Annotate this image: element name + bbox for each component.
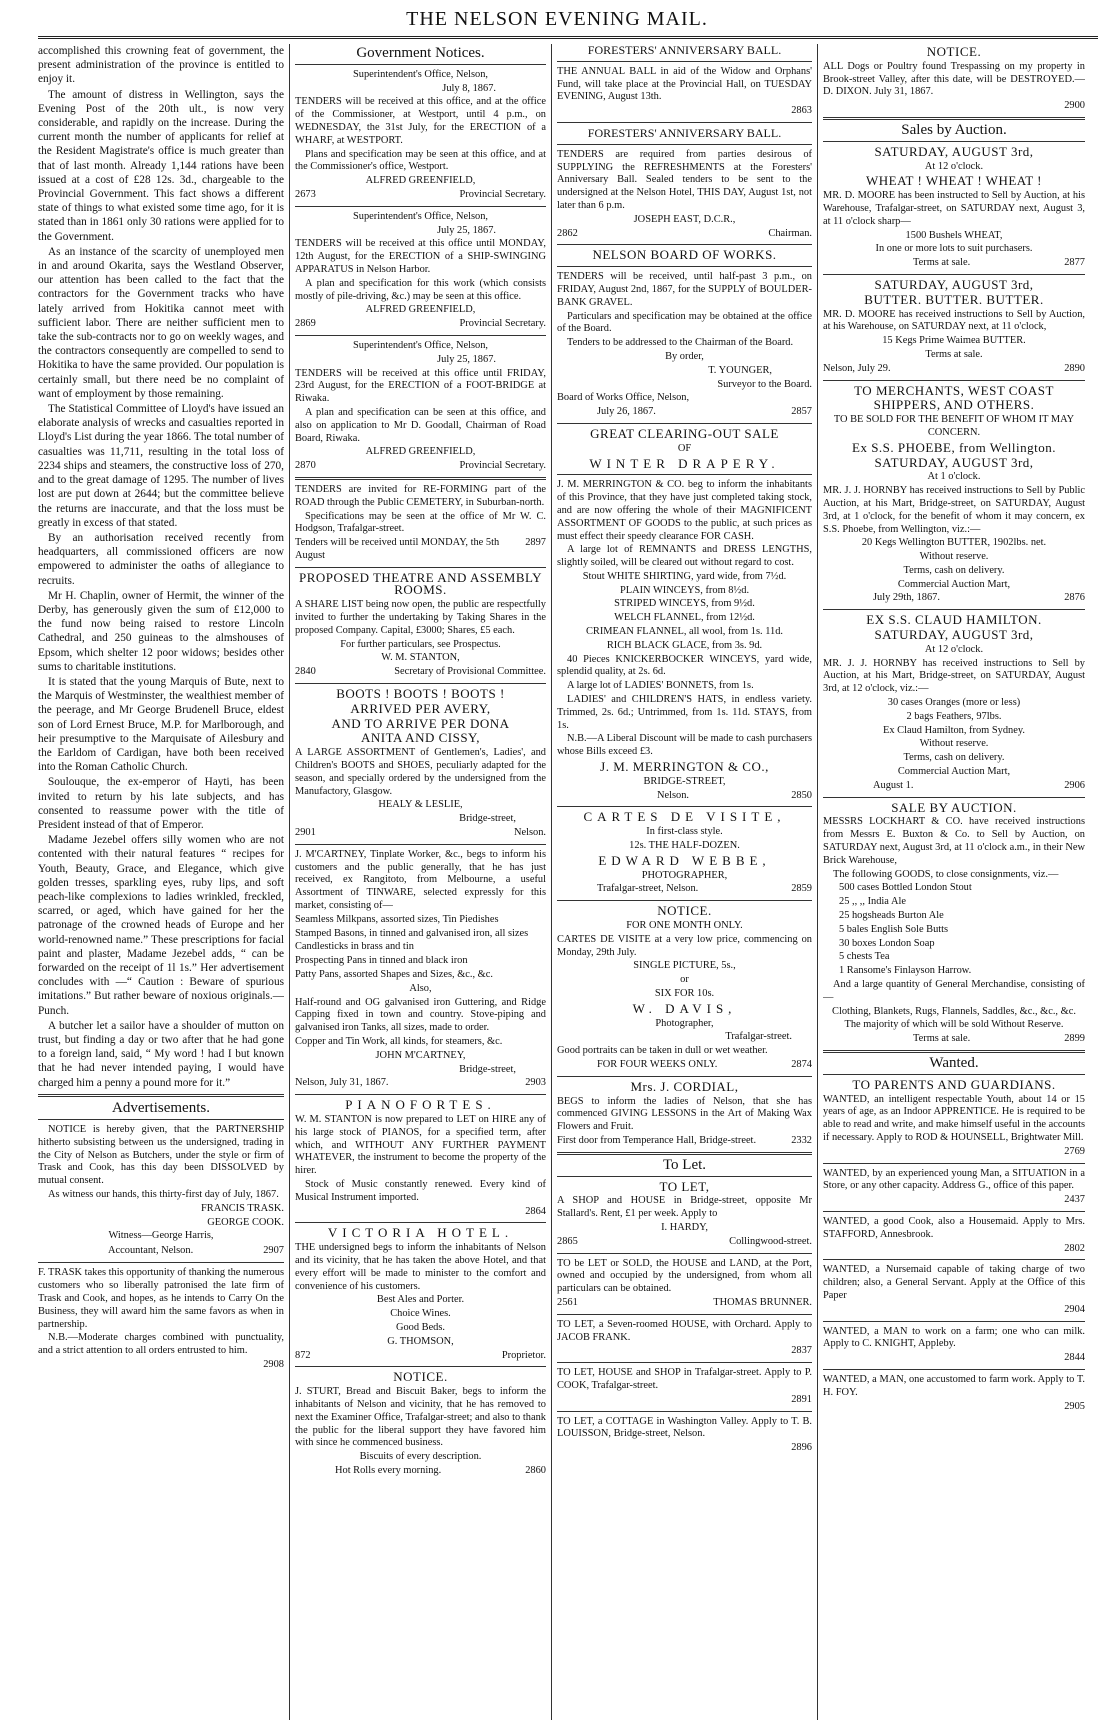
cartes-sub: In first-class style. — [646, 826, 723, 838]
tender-notice: TENDERS will be received at this office until MONDAY, 12th August, for the ERECTION of a SHIP-SWINGING APPARATUS in Nelson Harbor. — [295, 238, 546, 275]
office-line: Board of Works Office, Nelson, — [557, 392, 690, 404]
tolet-text: TO LET, a Seven-roomed HOUSE, with Orchard. Apply to JACOB FRANK. — [557, 1318, 812, 1343]
ad-number: 2901 — [295, 827, 316, 839]
ad-number: 2673 — [295, 188, 316, 200]
theatre-heading: PROPOSED THEATRE AND ASSEMBLY ROOMS. — [298, 569, 543, 598]
masthead: THE NELSON EVENING MAIL. — [406, 8, 708, 30]
tolet-heading: TO LET, — [659, 1178, 710, 1194]
rule — [823, 1211, 1085, 1212]
victoria-line: Best Ales and Porter. — [376, 1294, 465, 1306]
rule — [823, 380, 1085, 381]
trask-nb: N.B.—Moderate charges combined with punctuality, and a strict attention to all orders entrusted to him. — [38, 1332, 284, 1357]
wanted-text: WANTED, by an experienced young Man, a SITUATION in a Store, or any other capacity. Address G., office of this paper. — [823, 1167, 1085, 1192]
ad-number: 2905 — [1064, 1400, 1085, 1412]
date-line: July 8, 1867. — [442, 82, 496, 94]
ad-number: 2561 — [557, 1296, 578, 1308]
victoria-line: Choice Wines. — [390, 1308, 451, 1320]
mccartney-copper: Copper and Tin Work, all kinds, for steamers, &c. — [295, 1035, 503, 1047]
auction-text: MR. D. MOORE has been instructed to Sell by Auction, at his Warehouse, Trafalgar-street, on SATURDAY next, August 3, at 11 o'clock sharp— — [823, 190, 1085, 227]
signature: FRANCIS TRASK. — [201, 1202, 284, 1214]
reserve: Without reserve. — [919, 551, 989, 563]
signature-title: Secretary of Provisional Committee. — [394, 666, 546, 678]
rule — [295, 567, 546, 568]
auction-item: 30 boxes London Soap — [839, 937, 935, 949]
rule — [823, 274, 1085, 275]
news-paragraph: As an instance of the scarcity of unemployed men in and around Okarita, says the Westland Observer, our attention has been called to the fact that the contractors for the Government tracks who have lately arrived from Hokitika cannot meet with sufficient labor. There are neither sufficient men to take the sub-contracts nor to go on weekly wages, and the contractors consequently are compelled to send to Hokitika to have the same provided. Our population is certainly small, but there need be no complaint of want of employment by those remaining. — [38, 245, 284, 400]
photographer-name: W. DAVIS, — [632, 1000, 737, 1016]
auction-heading: WHEAT ! WHEAT ! WHEAT ! — [865, 173, 1043, 189]
auction-follow: The following GOODS, to close consignments, viz.— — [833, 868, 1059, 880]
cordial-text: BEGS to inform the ladies of Nelson, that she has commenced GIVING LESSONS in the Art of Making Wax Flowers and Fruit. — [557, 1095, 812, 1133]
ad-number: 2802 — [1064, 1242, 1085, 1254]
ball-heading: FORESTERS' ANNIVERSARY BALL. — [587, 125, 782, 140]
masthead-rule — [38, 36, 1098, 39]
address: Bridge-street, — [459, 813, 516, 825]
witness-title: Accountant, Nelson. — [108, 1245, 194, 1257]
ad-number: 2908 — [263, 1358, 284, 1370]
sale-hats: LADIES' and CHILDREN'S HATS, in endless variety. Trimmed, 2s. 6d.; Untrimmed, from 1s. 11d. STAYS, from 1s. — [557, 694, 812, 731]
ball-text: THE ANNUAL BALL in aid of the Widow and Orphans' Fund, will take place at the Provincial Hall, on TUESDAY EVENING, August 13th. — [557, 65, 812, 103]
notice-heading: NOTICE. — [393, 1369, 448, 1385]
ad-number: 2897 — [525, 537, 546, 549]
sale-heading: OF — [677, 442, 692, 454]
ad-number: 2900 — [1064, 100, 1085, 112]
signature-title: Proprietor. — [501, 1349, 546, 1361]
address: BRIDGE-STREET, — [643, 775, 726, 787]
works-heading: NELSON BOARD OF WORKS. — [592, 247, 777, 263]
rule — [823, 797, 1085, 798]
ad-number: 2906 — [1064, 779, 1085, 791]
sale-knick: 40 Pieces KNICKERBOCKER WINCEYS, yard wide, splendid quality, at 2s. 6d. — [557, 653, 812, 678]
dixon-notice: ALL Dogs or Poultry found Trespassing on my property in Brook-street Valley, after this date, will be DESTROYED.—D. DIXON. July 31, 1867. — [823, 60, 1085, 98]
sale-item: STRIPED WINCEYS, from 9½d. — [614, 598, 755, 610]
auction-date: SATURDAY, AUGUST 3rd, — [874, 276, 1034, 292]
cartes-sub: 12s. THE HALF-DOZEN. — [629, 840, 740, 852]
signature: JOSEPH EAST, D.C.R., — [633, 213, 736, 225]
ad-number: 872 — [295, 1349, 311, 1361]
ad-number: 2769 — [1064, 1145, 1085, 1157]
road-tender: TENDERS are invited for RE-FORMING part of the ROAD through the Public CEMETERY, in Suburban-north. — [295, 483, 546, 508]
auction-text: MR. J. J. HORNBY has received instructions to Sell by Auction, at his Mart, Bridge-street, on SATURDAY, August 3rd, at 12 o'clock, viz.:— — [823, 657, 1085, 695]
rule — [557, 244, 812, 245]
news-paragraph: The amount of distress in Wellington, says the Evening Post of the 20th ult., is now very considerable, and rapidly on the increase. During the current month the number of applicants for relief at the Resident Magistrate's office is much greater than that of last month. Already 1,144 rations have been issued at a cost of £28 12s. 3d., chargeable to the Provincial Government. This fact shows a different state of things to what existed some time ago, for it is stated than in 1861 only 30 rations were applied for to the Government. — [38, 88, 284, 243]
pianofortes-heading: PIANOFORTES. — [345, 1097, 496, 1113]
section-heading-government: Government Notices. — [356, 45, 485, 61]
rule — [823, 1050, 1085, 1053]
witness-line: Witness—George Harris, — [108, 1230, 214, 1242]
ad-number: 2903 — [525, 1077, 546, 1089]
sale-item: PLAIN WINCEYS, from 8½d. — [619, 584, 750, 596]
date-line: July 25, 1867. — [437, 224, 496, 236]
tolet-text: TO LET, a COTTAGE in Washington Valley. Apply to T. B. LOUISSON, Bridge-street, Nelson. — [557, 1415, 812, 1440]
rule — [295, 1222, 546, 1223]
sturt-line: Hot Rolls every morning. — [335, 1464, 442, 1476]
works-tend: Tenders to be addressed to the Chairman of the Board. — [567, 337, 794, 349]
news-paragraph: By an authorisation received recently from headquarters, all commissioned officers are now empowered to administer the oaths of allegiance to recruits. — [38, 531, 284, 587]
signature: THOMAS BRUNNER. — [713, 1296, 812, 1308]
ad-number: 2899 — [1064, 1033, 1085, 1045]
rule — [823, 141, 1085, 142]
auction-item: 25 ,, ,, India Ale — [839, 896, 906, 908]
auction-maj: The majority of which will be sold Without Reserve. — [844, 1019, 1064, 1031]
section-heading-wanted: Wanted. — [929, 1054, 979, 1071]
rule — [557, 1253, 812, 1254]
ad-number: 2857 — [791, 406, 812, 418]
wanted-text: WANTED, a MAN, one accustomed to farm work. Apply to T. H. FOY. — [823, 1373, 1085, 1398]
notice-witness: As witness our hands, this thirty-first day of July, 1867. — [48, 1189, 279, 1201]
sale-item: CRIMEAN FLANNEL, all wool, from 1s. 11d. — [585, 626, 784, 638]
notice-heading: NOTICE. — [926, 44, 982, 59]
ad-number: 2860 — [525, 1464, 546, 1476]
ad-number: 2837 — [791, 1345, 812, 1357]
notice-heading: NOTICE. — [657, 903, 712, 919]
rule — [38, 1262, 284, 1263]
road-spec: Specifications may be seen at the office of Mr W. C. Hodgson, Trafalgar-street. — [295, 510, 546, 535]
section-rule — [38, 1094, 284, 1097]
address: First door from Temperance Hall, Bridge-street. — [557, 1134, 757, 1146]
auction-item: In one or more lots to suit purchasers. — [875, 243, 1033, 255]
auction-date: SATURDAY, AUGUST 3rd, — [874, 143, 1034, 159]
mart: Commercial Auction Mart, — [897, 766, 1011, 778]
auction-date: SATURDAY, AUGUST 3rd, — [874, 627, 1034, 643]
auction-heading: EX S.S. CLAUD HAMILTON. — [866, 612, 1042, 628]
tender-notice: TENDERS will be received at this office until FRIDAY, 23rd August, for the ERECTION of a FOOT-BRIDGE at Riwaka. — [295, 367, 546, 405]
ad-number: 2890 — [1064, 362, 1085, 374]
rule — [557, 1362, 812, 1363]
ball-heading: FORESTERS' ANNIVERSARY BALL. — [587, 44, 782, 57]
price-line: or — [680, 974, 689, 986]
terms: Terms, cash on delivery. — [903, 564, 1005, 576]
boots-heading: ARRIVED PER AVERY, — [350, 700, 491, 716]
ad-number: 2865 — [557, 1235, 578, 1247]
column-2 — [295, 44, 546, 1478]
piano-stock: Stock of Music constantly renewed. Every kind of Musical Instrument imported. — [295, 1178, 546, 1203]
price-line: SIX FOR 10s. — [654, 988, 715, 999]
terms: Terms, cash on delivery. — [903, 752, 1005, 764]
address: Collingwood-street. — [729, 1235, 812, 1247]
ad-number: 2907 — [263, 1245, 284, 1257]
auction-item: 5 chests Tea — [839, 951, 890, 963]
ad-number: 2437 — [1064, 1194, 1085, 1206]
auction-item: 20 Kegs Wellington BUTTER, 1902lbs. net. — [861, 537, 1047, 549]
address: Nelson. — [513, 827, 546, 839]
auction-heading: SHIPPERS, AND OTHERS. — [873, 397, 1035, 413]
office-line: Superintendent's Office, Nelson, — [353, 339, 488, 351]
signature: ALFRED GREENFIELD, — [365, 175, 476, 187]
cordial-heading: Mrs. J. CORDIAL, — [630, 1078, 739, 1094]
rule — [557, 900, 812, 901]
rule — [557, 1411, 812, 1412]
sale-bonnets: A large lot of LADIES' BONNETS, from 1s. — [567, 680, 754, 692]
ad-number: 2896 — [791, 1442, 812, 1454]
auction-item: 30 cases Oranges (more or less) — [887, 697, 1021, 709]
davis-weeks: FOR FOUR WEEKS ONLY. — [597, 1058, 718, 1070]
ad-number: 2862 — [557, 227, 578, 239]
mccartney-also: Half-round and OG galvanised iron Guttering, and Ridge Capping fixed in town and country. Stove-piping and galvanised iron Tanks, all sizes, made to order. — [295, 996, 546, 1034]
terms: Terms at sale. — [925, 348, 983, 360]
partnership-notice: NOTICE is hereby given, that the PARTNERSHIP hitherto subsisting between us the undersigned, trading in the City of Nelson as Butchers, under the style or firm of Trask and Cook, has this day been DISSOLVED by mutual consent. — [38, 1124, 284, 1187]
news-paragraph: Soulouque, the ex-emperor of Hayti, has been invited to return by his late subjects, and has consented to reassume power with the title of President instead of that of Emperor. — [38, 776, 284, 831]
ad-number: 2877 — [1064, 257, 1085, 269]
date-line: July 29th, 1867. — [873, 592, 940, 604]
news-paragraph: It is stated that the young Marquis of Bute, next to the Marquis of Westminster, the wealthiest member of the peerage, and Mr George Brudenell Bruce, eldest son of Lord Ernest Bruce, M.P. for Marlborough, and heir presumptive to the Marquisate of Ailesbury and the Earldom of Cardigan, have both been received into the Roman Catholic Church. — [38, 675, 284, 774]
rule — [557, 144, 812, 145]
auction-text: MR. D. MOORE has received instructions to Sell by Auction, at his Warehouse, on SATURDAY next, at 11 o'clock, — [823, 308, 1085, 333]
column-1 — [38, 44, 284, 1373]
signature: I. HARDY, — [661, 1221, 708, 1233]
column-3 — [557, 44, 812, 1456]
ad-number: 2870 — [295, 460, 316, 472]
ball-tender: TENDERS are required from parties desirous of SUPPLYING the REFRESHMENTS at the Foresters' Anniversary Ball. Sealed tenders to be sent to the undersigned at the Nelson Hotel, THIS DAY, August 1st, not later than 6 p.m. — [557, 148, 812, 211]
auction-and: And a large quantity of General Merchandise, consisting of— — [823, 979, 1085, 1003]
rule — [823, 117, 1085, 120]
rule — [295, 1366, 546, 1367]
theatre-part: For further particulars, see Prospectus. — [340, 638, 501, 650]
ad-number: 2869 — [295, 318, 316, 330]
address: Trafalgar-street. — [725, 1031, 792, 1043]
auction-time: At 1 o'clock. — [927, 471, 981, 483]
address: Trafalgar-street, Nelson. — [597, 883, 699, 895]
sale-item: Stout WHITE SHIRTING, yard wide, from 7½d. — [582, 570, 787, 582]
signature-title: Chairman. — [768, 227, 812, 239]
rule — [823, 1074, 1085, 1075]
signature-title: Provincial Secretary. — [459, 318, 546, 330]
wanted-text: WANTED, an intelligent respectable Youth, about 14 or 15 years of age, as an Indoor APPRENTICE. He is required to be able to read and write, and make himself useful in the accounts if necessary. Apply to ROD & HOUNSELL, Brightwater Mill. — [823, 1093, 1085, 1143]
office-line: Superintendent's Office, Nelson, — [353, 210, 488, 222]
also-line: Also, — [409, 982, 432, 994]
signature: JOHN M'CARTNEY, — [375, 1049, 466, 1061]
signature-title: Surveyor to the Board. — [717, 378, 812, 390]
tolet-text: A SHOP and HOUSE in Bridge-street, opposite Mr Stallard's. Rent, £1 per week. Apply to — [557, 1195, 812, 1220]
auction-item: 500 cases Bottled London Stout — [839, 882, 972, 894]
rule — [557, 122, 812, 123]
ad-number: 2891 — [791, 1393, 812, 1405]
rule — [823, 1321, 1085, 1322]
sale-heading: GREAT CLEARING-OUT SALE — [590, 425, 779, 441]
auction-item: 1500 Bushels WHEAT, — [905, 229, 1003, 241]
news-paragraph: A butcher let a sailor have a shoulder of mutton on trust, but finding a day or two after that he had gone to a foreign land, said, “ My word ! had I but known that he had never intended paying, I would have charged him a penny a pound more for it.” — [38, 1019, 284, 1089]
list-item: Seamless Milkpans, assorted sizes, Tin Piedishes — [295, 913, 499, 925]
rule — [557, 266, 812, 267]
date-line: Nelson, July 29. — [823, 362, 891, 374]
signature: GEORGE COOK. — [207, 1216, 284, 1228]
sale-nb: N.B.—A Liberal Discount will be made to cash purchasers whose Bills exceed £3. — [557, 733, 812, 758]
office-line: Superintendent's Office, Nelson, — [353, 68, 488, 80]
rule — [823, 609, 1085, 610]
rule — [295, 477, 546, 480]
piano-text: W. M. STANTON is now prepared to LET on HIRE any of his large stock of PIANOS, for a specified term, after which, and WITHOUT ANY FURTHER PAYMENT WHATEVER, the instrument to become the property of the hirer. — [295, 1113, 546, 1177]
theatre-text: A SHARE LIST being now open, the public are respectfully invited to further the undertaking by Taking Shares in the proposed Company. Capital, £3000; Shares, £5 each. — [295, 599, 546, 636]
ad-number: 2844 — [1064, 1352, 1085, 1364]
section-heading-to-let: To Let. — [662, 1156, 707, 1173]
column-4 — [823, 44, 1085, 1414]
signature: ALFRED GREENFIELD, — [365, 304, 476, 316]
road-tenders: Tenders will be received until MONDAY, the 5th August — [295, 537, 500, 561]
works-by: By order, — [665, 350, 704, 362]
auction-date: SATURDAY, AUGUST 3rd, — [874, 454, 1034, 470]
rule — [557, 61, 812, 62]
wanted-heading: TO PARENTS AND GUARDIANS. — [852, 1076, 1056, 1092]
auction-text: MESSRS LOCKHART & CO. have received instructions from Messrs E. Buxton & Co. to Sell by Auction, on SATURDAY next, August 3rd, at 11 o'clock a.m., in their New Brick Warehouse, — [823, 816, 1085, 866]
list-item: Candlesticks in brass and tin — [295, 941, 414, 953]
signature: HEALY & LESLIE, — [378, 799, 463, 811]
rule — [557, 1314, 812, 1315]
photographer-title: PHOTOGRAPHER, — [641, 869, 728, 881]
auction-heading: TO MERCHANTS, WEST COAST — [854, 382, 1054, 398]
rule — [823, 1259, 1085, 1260]
boots-heading: AND TO ARRIVE PER DONA — [331, 715, 510, 731]
ad-number: 2876 — [1064, 592, 1085, 604]
ad-number: 2840 — [295, 666, 316, 678]
list-item: Patty Pans, assorted Shapes and Sizes, &c., &c. — [295, 969, 493, 980]
works-part: Particulars and specification may be obtained at the office of the Board. — [557, 310, 812, 335]
boots-heading: BOOTS ! BOOTS ! BOOTS ! — [336, 686, 505, 702]
boots-heading: ANITA AND CISSY, — [360, 730, 481, 746]
ad-number: 2874 — [791, 1058, 812, 1070]
auction-cloth: Clothing, Blankets, Rugs, Flannels, Saddles, &c., &c., &c. — [832, 1005, 1076, 1017]
auction-sub: TO BE SOLD FOR THE BENEFIT OF WHOM IT MAY CONCERN. — [833, 414, 1075, 438]
sale-heading: WINTER DRAPERY. — [589, 455, 780, 471]
auction-time: At 12 o'clock. — [924, 643, 984, 655]
rule — [557, 806, 812, 807]
auction-heading: SALE BY AUCTION. — [891, 799, 1017, 815]
photographer-title: Photographer, — [655, 1017, 714, 1029]
date-line: August 1. — [873, 779, 914, 791]
signature: J. M. MERRINGTON & CO., — [600, 759, 769, 775]
column-divider — [817, 44, 818, 1720]
reserve: Without reserve. — [919, 738, 989, 750]
signature: ALFRED GREENFIELD, — [365, 446, 476, 458]
address: Nelson. — [657, 789, 690, 801]
rule — [295, 335, 546, 336]
sale-item: RICH BLACK GLACE, from 3s. 9d. — [606, 639, 763, 651]
cartes-notice: CARTES DE VISITE at a very low price, commencing on Monday, 29th July. — [557, 933, 812, 958]
wanted-text: WANTED, a good Cook, also a Housemaid. Apply to Mrs. STAFFORD, Annesbrook. — [823, 1215, 1085, 1240]
date-line: July 25, 1867. — [437, 353, 496, 365]
rule — [823, 1163, 1085, 1164]
auction-item: Ex Claud Hamilton, from Sydney. — [883, 724, 1025, 736]
plans-note: A plan and specification for this work (which consists mostly of pile-driving, &c.) may be seen at this office. — [295, 277, 546, 302]
auction-item: 1 Ransome's Finlayson Harrow. — [839, 965, 972, 977]
signature-title: Provincial Secretary. — [459, 460, 546, 472]
auction-item: 5 bales English Sole Butts — [839, 923, 949, 935]
rule — [557, 474, 812, 475]
sale-lot: A large lot of REMNANTS and DRESS LENGTHS, slightly soiled, will be cleared out without regard to cost. — [557, 544, 812, 569]
trask-notice: F. TRASK takes this opportunity of thanking the numerous customers who so liberally patronised the late firm of Trask and Cook, and hopes, as he intends to Carry On the Business, they will award him the same favors as when in partnership. — [38, 1267, 284, 1330]
davis-good: Good portraits can be taken in dull or wet weather. — [557, 1045, 768, 1057]
mccartney-text: J. M'CARTNEY, Tinplate Worker, &c., begs to inform his customers and the public generally, that he has just received, ex Rangitoto, from Melbourne, a useful Assortment of TINWARE, selected expressly for this market, consisting of— — [295, 848, 546, 912]
wanted-text: WANTED, a MAN to work on a farm; one who can milk. Apply to C. KNIGHT, Appleby. — [823, 1325, 1085, 1350]
wanted-text: WANTED, a Nursemaid capable of taking charge of two children; also, a General Servant. Apply at the Office of this Paper — [823, 1264, 1085, 1301]
rule — [295, 64, 546, 65]
sale-item: WELCH FLANNEL, from 12½d. — [614, 612, 755, 624]
ad-number: 2863 — [791, 105, 812, 117]
rule — [823, 1369, 1085, 1370]
cartes-heading: CARTES DE VISITE, — [583, 809, 786, 825]
boots-text: A LARGE ASSORTMENT of Gentlemen's, Ladies', and Children's BOOTS and SHOES, peculiarly adapted for the season, and specially ordered by the undersigned from the Manufactory, Glasgow. — [295, 747, 546, 797]
plans-note: Plans and specification may be seen at this office, and at the Commissioner's office, Westport. — [295, 148, 546, 173]
tolet-text: TO be LET or SOLD, the HOUSE and LAND, at the Port, owned and occupied by the undersigned, from whom all particulars can be obtained. — [557, 1257, 812, 1295]
ad-number: 2332 — [791, 1134, 812, 1146]
notice-sub: FOR ONE MONTH ONLY. — [626, 920, 743, 932]
auction-heading: BUTTER. BUTTER. BUTTER. — [864, 291, 1044, 307]
rule — [557, 1076, 812, 1077]
news-paragraph: Madame Jezebel offers silly women who are not contented with their natural features “ recipes for Youth, Beauty, Grace, and Elegance, which give golden tresses, sparkling eyes, ruby lips, and soft peach-like complexions to ladies wrinkled, freckled, scarred, or aged, which have gained for her the patronage of the crowned heads of Europe and her world-renowned name.” These prescriptions for facial paint and plaster, Madame Jezebel adds, “ can be forwarded on the receipt of 1l 1s.” Her advertisement concludes with —“ Caution : Beware of spurious imitations.” But rather beware of noxious originals.—Punch. — [38, 834, 284, 1017]
ad-number: 2904 — [1064, 1303, 1085, 1315]
rule — [557, 1176, 812, 1177]
list-item: Stamped Basons, in tinned and galvanised iron, all sizes — [295, 927, 529, 939]
victoria-line: Good Beds. — [395, 1321, 446, 1333]
column-divider — [289, 44, 290, 1720]
date-line: July 26, 1867. — [597, 406, 656, 418]
tender-notice: TENDERS will be received at this office, and at the office of the Commissioner, at Westport, until 4 p.m., on WEDNESDAY, the 31st July, for the ERECTION of a WHARF, at WESTPORT. — [295, 96, 546, 146]
victoria-heading: VICTORIA HOTEL. — [327, 1225, 514, 1241]
works-text: TENDERS will be received, until half-past 3 p.m., on FRIDAY, August 2nd, 1867, for the SUPPLY of BOULDER-BANK GRAVEL. — [557, 271, 812, 308]
auction-item: 25 hogsheads Burton Ale — [839, 910, 944, 922]
news-paragraph: accomplished this crowning feat of government, the present administration of the province is entitled to enjoy it. — [38, 45, 284, 86]
tolet-text: TO LET, HOUSE and SHOP in Trafalgar-street. Apply to P. COOK, Trafalgar-street. — [557, 1367, 812, 1391]
auction-item: 15 Kegs Prime Waimea BUTTER. — [882, 335, 1026, 347]
column-divider — [551, 44, 552, 1720]
price-line: SINGLE PICTURE, 5s., — [633, 960, 736, 972]
rule — [295, 206, 546, 207]
rule — [295, 1094, 546, 1095]
auction-time: At 12 o'clock. — [924, 160, 984, 172]
address: Bridge-street, — [459, 1063, 516, 1075]
rule — [557, 423, 812, 424]
plans-note: A plan and specification can be seen at this office, and also on application to Mr D. Goodall, Chairman of Road Board, Riwaka. — [295, 406, 546, 444]
signature: W. M. STANTON, — [381, 652, 460, 664]
auction-item: 2 bags Feathers, 97lbs. — [906, 710, 1002, 722]
news-paragraph: The Statistical Committee of Lloyd's have issued an elaborate analysis of wrecks and casualties reported in Lloyd's List during the year 1866. The total number of casualties was 11,711, resulting in the total loss of 2234 ships and steamers, the constructive loss of 270, and to the great damage of 1295. The number of lives lost are put down at 2644; but the committee believe the returns are inaccurate, and that the loss must be greatly in excess of that stated. — [38, 403, 284, 529]
sturt-text: J. STURT, Bread and Biscuit Baker, begs to inform the inhabitants of Nelson and vicinity, that he has removed to next the Examiner Office, Trafalgar-street; and also to thank the public for the liberal support they have favored him with since he commenced business. — [295, 1386, 546, 1449]
auction-ex: Ex S.S. PHOEBE, from Wellington. — [852, 439, 1056, 455]
ad-number: 2864 — [525, 1205, 546, 1217]
ad-number: 2850 — [791, 789, 812, 801]
date-line: Nelson, July 31, 1867. — [295, 1077, 389, 1089]
rule — [557, 1152, 812, 1155]
auction-text: MR. J. J. HORNBY has received instructions to Sell by Public Auction, at his Mart, Bridge-street, on SATURDAY, August 3rd, at 1 o'clock, for the benefit of whom it may concern, ex S.S. Phoebe, from Wellington, viz.:— — [823, 485, 1085, 535]
list-item: Prospecting Pans in tinned and black iron — [295, 955, 468, 967]
section-heading-auction: Sales by Auction. — [901, 121, 1007, 138]
ad-number: 2859 — [791, 883, 812, 895]
signature-title: Provincial Secretary. — [459, 188, 546, 200]
signature: T. YOUNGER, — [708, 364, 772, 376]
victoria-text: THE undersigned begs to inform the inhabitants of Nelson and its vicinity, that he has taken the above Hotel, and that every effort will be made to minister to the comfort and convenience of his customers. — [295, 1242, 546, 1292]
mart: Commercial Auction Mart, — [897, 578, 1011, 590]
terms: Terms at sale. — [913, 1033, 971, 1045]
signature: G. THOMSON, — [387, 1335, 454, 1347]
terms: Terms at sale. — [913, 257, 971, 269]
sale-text: J. M. MERRINGTON & CO. beg to inform the inhabitants of this Province, that they have just completed taking stock, and are now offering the whole of their MAGNIFICENT ASSORTMENT OF GOODS to the public, at such prices as must effect their speedy clearance FOR CASH. — [557, 479, 812, 542]
rule — [295, 844, 546, 845]
news-paragraph: Mr H. Chaplin, owner of Hermit, the winner of the Derby, has generously given the sum of £12,000 to the fund now being raised to restore Lincoln Cathedral, and 250 guineas to the almshouses of Epsom, which shelter 12 poor widows; besides other sums to charitable institutions. — [38, 589, 284, 673]
rule — [295, 683, 546, 684]
section-heading-advertisements: Advertisements. — [112, 1099, 210, 1116]
rule — [38, 1119, 284, 1120]
photographer-name: EDWARD WEBBE, — [598, 852, 771, 868]
sturt-line: Biscuits of every description. — [359, 1451, 482, 1463]
